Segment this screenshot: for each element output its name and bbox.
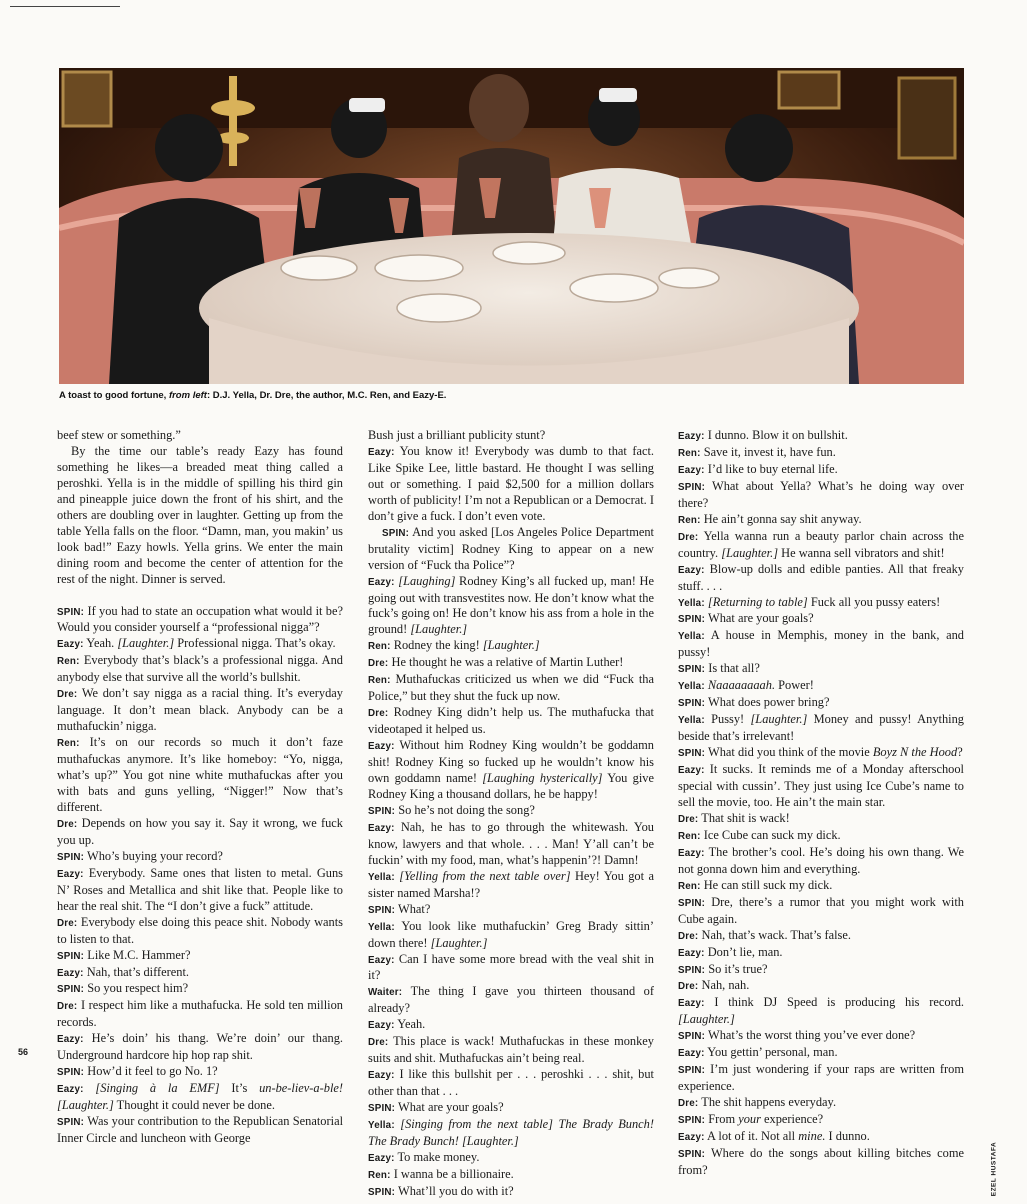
text-run: Power! xyxy=(775,678,814,693)
italic-text: [Laughter.] xyxy=(721,545,779,560)
text-run: What’s the worst thing you’ve ever done? xyxy=(708,1028,916,1043)
interview-line xyxy=(368,1067,654,1100)
interview-line xyxy=(57,686,343,735)
caption-rest: : D.J. Yella, Dr. Dre, the author, M.C. Ren, and Eazy-E. xyxy=(206,390,447,401)
text-run: Thought it could never be done. xyxy=(113,1098,275,1113)
speaker-label: SPIN: xyxy=(57,606,85,618)
group-photo xyxy=(59,68,964,384)
text-run: He wanna sell vibrators and shit! xyxy=(778,545,945,560)
italic-text: Boyz N the Hood xyxy=(872,745,958,760)
text-run: What about Yella? What’s he doing way over there? xyxy=(678,478,965,510)
interview-line xyxy=(678,628,964,661)
text-run: He’s doin’ his thang. We’re doin’ our thang. Underground hardcore hip hop rap shit. xyxy=(57,1031,343,1063)
speaker-label: Eazy: xyxy=(678,564,705,576)
speaker-label: SPIN: xyxy=(678,964,706,976)
speaker-label: SPIN: xyxy=(57,851,85,863)
interview-line xyxy=(57,965,343,982)
text-run: You look like muthafuckin’ Greg Brady sittin’ down there! xyxy=(368,918,654,950)
speaker-label: Eazy: xyxy=(57,639,84,651)
text-run: Everybody that’s black’s a professional nigga. And anybody else that survive all the world’s bullshit. xyxy=(57,653,344,685)
speaker-label: SPIN: xyxy=(678,698,706,710)
italic-text: [Singing from the next table] xyxy=(400,1117,554,1132)
text-run: Is that all? xyxy=(708,661,760,676)
interview-line xyxy=(368,1117,654,1150)
interview-line xyxy=(368,525,654,574)
text-run: You gettin’ personal, man. xyxy=(707,1045,838,1060)
interview-line xyxy=(57,636,343,653)
italic-text: Naaaaaaaah. xyxy=(707,678,776,693)
interview-line xyxy=(678,995,964,1028)
speaker-label: Dre: xyxy=(678,981,699,993)
interview-line xyxy=(368,1150,654,1167)
text-run: I respect him like a muthafucka. He sold ten million records. xyxy=(57,998,343,1030)
interview-line xyxy=(678,978,964,995)
interview-line xyxy=(678,845,964,878)
caption-emphasis: from left xyxy=(168,390,207,401)
interview-line xyxy=(678,811,964,828)
text-run: experience? xyxy=(760,1112,824,1127)
italic-text: [Laughter.] xyxy=(117,636,175,651)
speaker-label: Eazy: xyxy=(368,446,395,458)
italic-text: [Laughter.] xyxy=(482,638,540,653)
interview-line xyxy=(678,512,964,529)
speaker-label: Dre: xyxy=(368,658,389,670)
interview-line xyxy=(57,816,343,849)
interview-line xyxy=(368,984,654,1017)
text-run: How’d it feel to go No. 1? xyxy=(87,1064,218,1079)
interview-line xyxy=(678,1146,964,1179)
speaker-label: Yella: xyxy=(678,631,705,643)
interview-line xyxy=(368,803,654,820)
interview-line xyxy=(678,562,964,595)
interview-line xyxy=(678,1095,964,1112)
text-run: What did you think of the movie xyxy=(708,745,873,760)
italic-text: [Singing à la EMF] xyxy=(95,1081,220,1096)
interview-line xyxy=(368,919,654,952)
italic-text: [Laughter.] xyxy=(430,935,488,950)
text-run: It sucks. It reminds me of a Monday afterschool special with cussin’. They just using Ice Cube’s name to sell the movie, too. He ain’t the main star. xyxy=(678,762,964,809)
speaker-label: Eazy: xyxy=(368,1020,395,1032)
interview-line xyxy=(368,638,654,655)
italic-text: The Brady Bunch! The Brady Bunch! xyxy=(368,1117,654,1148)
text-run: Fuck all you pussy eaters! xyxy=(807,594,941,609)
interview-line xyxy=(57,604,343,637)
interview-line xyxy=(368,672,654,705)
text-run: It’s on our records so much it don’t faze muthafuckas anymore. It’s like homeboy: “Yo, nigga, what’s up?” You got nine white muthafuckas after you with bats and guns yelling, “Nigger!” Now that’s different. xyxy=(57,735,343,814)
text-run: Who’s buying your record? xyxy=(87,848,223,863)
text-run: Can I have some more bread with the veal shit in it? xyxy=(368,951,654,983)
interview-line xyxy=(368,705,654,738)
italic-text: [Laughing] xyxy=(398,573,456,588)
speaker-label: SPIN: xyxy=(678,748,706,760)
speaker-label: SPIN: xyxy=(678,1065,706,1077)
interview-line xyxy=(57,849,343,866)
article-column-3 xyxy=(678,428,964,1179)
interview-line xyxy=(678,661,964,678)
text-run: Pussy! xyxy=(711,712,751,727)
text-run: Bush just a brilliant publicity stunt? xyxy=(368,428,546,442)
speaker-label: SPIN: xyxy=(368,1103,396,1115)
italic-text: [Laughter.] xyxy=(57,1098,114,1113)
interview-line xyxy=(57,981,343,998)
interview-line xyxy=(57,1031,343,1064)
text-run: I wanna be a billionaire. xyxy=(393,1166,514,1181)
italic-text: [Laughter.] xyxy=(750,712,808,727)
speaker-label: Yella: xyxy=(678,715,705,727)
text-run: Ice Cube can suck my dick. xyxy=(703,827,841,842)
text-run: Rodney King didn’t help us. The muthafucka that videotaped it helped us. xyxy=(368,705,654,737)
interview-line xyxy=(368,1034,654,1067)
speaker-label: Eazy: xyxy=(368,741,395,753)
text-run: Yella wanna run a beauty parlor chain across the country. xyxy=(678,528,965,560)
interview-line xyxy=(678,479,964,512)
text-run: Yeah. xyxy=(397,1017,426,1032)
speaker-label: Ren: xyxy=(368,641,391,653)
text-run: What’ll you do with it? xyxy=(398,1183,514,1198)
speaker-label: SPIN: xyxy=(678,1115,706,1127)
text-run: beef stew or something.” xyxy=(57,428,181,442)
interview-line xyxy=(678,878,964,895)
text-run: What? xyxy=(398,901,431,916)
text-run: The shit happens everyday. xyxy=(701,1095,837,1110)
text-run: It’s xyxy=(219,1081,260,1096)
interview-line xyxy=(57,1114,343,1147)
speaker-label: SPIN: xyxy=(382,527,410,539)
text-run: I’m just wondering if your raps are written from experience. xyxy=(678,1062,964,1094)
speaker-label: Eazy: xyxy=(678,947,705,959)
text-run: Nah, that’s wack. That’s false. xyxy=(701,927,851,942)
speaker-label: Yella: xyxy=(678,681,705,693)
text-run: I’d like to buy eternal life. xyxy=(707,461,838,476)
speaker-label: Dre: xyxy=(57,1001,78,1013)
text-run: He thought he was a relative of Martin Luther! xyxy=(391,655,624,670)
text-run: I dunno. xyxy=(825,1129,870,1144)
text-run: Professional nigga. That’s okay. xyxy=(174,636,336,651)
interview-line xyxy=(678,529,964,562)
text-run: Money and pussy! Anything beside that’s irrelevant! xyxy=(678,712,964,744)
interview-line xyxy=(368,1167,654,1184)
speaker-label: Eazy: xyxy=(368,576,395,588)
text-run: Muthafuckas criticized us when we did “Fuck tha Police,” but they shut the fuck up now. xyxy=(368,672,654,704)
interview-line xyxy=(678,1028,964,1045)
speaker-label: Eazy: xyxy=(678,1132,705,1144)
speaker-label: Eazy: xyxy=(57,1034,84,1046)
speaker-label: Eazy: xyxy=(368,1152,395,1164)
speaker-label: Ren: xyxy=(57,656,80,668)
interview-line xyxy=(368,655,654,672)
text-run: Hey! You got a sister named Marsha!? xyxy=(368,868,654,900)
interview-line xyxy=(678,945,964,962)
italic-text: [Yelling from the next table over] xyxy=(399,868,571,883)
speaker-label: Dre: xyxy=(57,689,78,701)
text-run: Everybody else doing this peace shit. Nobody wants to listen to that. xyxy=(57,914,343,946)
text-run: Was your contribution to the Republican Senatorial Inner Circle and luncheon with George xyxy=(57,1114,344,1146)
text-run: Blow-up dolls and edible panties. All that freaky stuff. . . . xyxy=(678,561,964,593)
interview-line xyxy=(678,895,964,928)
speaker-label: SPIN: xyxy=(368,805,396,817)
speaker-label: Eazy: xyxy=(368,822,395,834)
text-run: A lot of it. Not all xyxy=(707,1129,799,1144)
interview-line xyxy=(678,445,964,462)
italic-text: your xyxy=(738,1112,761,1127)
speaker-label: Dre: xyxy=(57,818,78,830)
speaker-label: SPIN: xyxy=(57,1117,85,1129)
text-run: Everybody. Same ones that listen to metal. Guns N’ Roses and Metallica and shit like that. People like to hear the real shit. The “I don’t give a fuck” attitude. xyxy=(57,865,343,913)
text-run: ? xyxy=(957,745,963,760)
speaker-label: Yella: xyxy=(368,871,395,883)
italic-text: mine. xyxy=(798,1129,826,1144)
interview-line xyxy=(368,952,654,985)
text-run: If you had to state an occupation what would it be? Would you consider yourself a “professional nigga”? xyxy=(57,603,343,635)
text-run: He ain’t gonna say shit anyway. xyxy=(703,511,862,526)
text-run: So you respect him? xyxy=(87,981,189,996)
interview-line xyxy=(678,695,964,712)
interview-line xyxy=(678,1045,964,1062)
text-run: And you asked [Los Angeles Police Department brutality victim] Rodney King to appear on a new version of “Fuck tha Police”? xyxy=(368,524,654,572)
text-run: The brother’s cool. He’s doing his own thang. We not gonna down him and everything. xyxy=(678,844,964,876)
caption-lead: A toast to good fortune, xyxy=(59,390,169,401)
speaker-label: Eazy: xyxy=(57,868,84,880)
speaker-label: Yella: xyxy=(368,921,395,933)
interview-line xyxy=(368,738,654,803)
text-run: That shit is wack! xyxy=(701,810,790,825)
speaker-label: Ren: xyxy=(368,1169,391,1181)
text-run: To make money. xyxy=(397,1149,480,1164)
interview-line xyxy=(678,745,964,762)
speaker-label: Ren: xyxy=(368,675,391,687)
speaker-label: SPIN: xyxy=(57,984,85,996)
interview-line xyxy=(368,902,654,919)
italic-text: [Returning to table] xyxy=(707,594,808,609)
text-run: What are your goals? xyxy=(708,611,814,626)
page-number: 56 xyxy=(18,1047,29,1057)
speaker-label: Dre: xyxy=(678,1098,699,1110)
text-run: We don’t say nigga as a racial thing. It’s everyday language. It don’t mean black. Anybody can be a muthafuckin’ nigga. xyxy=(57,686,344,734)
interview-line xyxy=(368,820,654,869)
speaker-label: Eazy: xyxy=(678,464,705,476)
text-run: What does power bring? xyxy=(708,695,830,710)
speaker-label: SPIN: xyxy=(57,1067,85,1079)
text-run: Nah, nah. xyxy=(701,978,750,993)
text-run: This place is wack! Muthafuckas in these monkey suits and shit. Muthafuckas ain’t being real. xyxy=(368,1034,654,1066)
speaker-label: Dre: xyxy=(368,708,389,720)
speaker-label: Dre: xyxy=(678,930,699,942)
interview-line xyxy=(678,962,964,979)
speaker-label: SPIN: xyxy=(368,904,396,916)
speaker-label: Eazy: xyxy=(678,847,705,859)
interview-line xyxy=(57,1081,343,1114)
interview-line xyxy=(57,735,343,816)
interview-line xyxy=(678,428,964,445)
text-run: I dunno. Blow it on bullshit. xyxy=(707,428,848,442)
interview-line xyxy=(368,1017,654,1034)
text-run: Like M.C. Hammer? xyxy=(87,947,191,962)
text-run: Save it, invest it, have fun. xyxy=(703,444,836,459)
interview-line xyxy=(678,712,964,745)
speaker-label: Ren: xyxy=(678,514,701,526)
text-run: A house in Memphis, money in the bank, and pussy! xyxy=(678,628,964,660)
speaker-label: SPIN: xyxy=(678,614,706,626)
text-run: Don’t lie, man. xyxy=(707,944,783,959)
speaker-label: SPIN: xyxy=(678,897,706,909)
speaker-label: SPIN: xyxy=(57,950,85,962)
interview-line xyxy=(57,998,343,1031)
italic-text: [Laughter.] xyxy=(410,622,468,637)
interview-line xyxy=(368,574,654,639)
interview-line xyxy=(678,678,964,695)
photo-caption xyxy=(59,390,964,401)
text-run: He can still suck my dick. xyxy=(703,877,833,892)
interview-line xyxy=(57,653,343,686)
italic-text: [Laughing hysterically] xyxy=(482,771,603,786)
speaker-label: Eazy: xyxy=(368,954,395,966)
speaker-label: Eazy: xyxy=(678,431,705,442)
text-run: The thing I gave you thirteen thousand of already? xyxy=(368,984,654,1016)
text-run: Nah, that’s different. xyxy=(86,964,190,979)
body-paragraph xyxy=(57,444,343,588)
text-run: I think DJ Speed is producing his record. xyxy=(714,995,964,1010)
speaker-label: Ren: xyxy=(678,447,701,459)
text-run: Rodney King’s all fucked up, man! He going out with transvestites now. He don’t know what the fuck’s going on! He don’t know his ass from a hole in the ground! xyxy=(368,573,654,637)
interview-line xyxy=(678,928,964,945)
text-run: Nah, he has to go through the whitewash. You know, lawyers and that whole. . . . Man! Y’all can’t be fuckin’ with my food, man, what’s happenin’?! Damn! xyxy=(368,819,654,867)
speaker-label: SPIN: xyxy=(678,1148,706,1160)
text-run: What are your goals? xyxy=(398,1100,504,1115)
body-paragraph xyxy=(57,428,343,444)
interview-line xyxy=(678,1062,964,1095)
interview-line xyxy=(57,866,343,915)
article-column-2 xyxy=(368,428,654,1201)
speaker-label: Dre: xyxy=(678,531,699,543)
italic-text: [Laughter.] xyxy=(678,1012,735,1027)
speaker-label: Yella: xyxy=(368,1120,395,1132)
interview-line xyxy=(57,1064,343,1081)
text-run: Yeah. xyxy=(86,636,118,651)
text-run: Rodney the king! xyxy=(393,638,483,653)
speaker-label: SPIN: xyxy=(368,1186,396,1198)
speaker-label: SPIN: xyxy=(678,664,706,676)
interview-line xyxy=(678,595,964,612)
speaker-label: Dre: xyxy=(57,917,78,929)
text-run: You give Rodney King a thousand dollars, he be happy! xyxy=(368,771,654,801)
text-run: By the time our table’s ready Eazy has found something he likes—a breaded meat thing called a peroshki. Yella is in the middle of spilling his third gin and pineapple juice down the front of his shirt, and the others are doubling over in laughter. Getting up from the table Yella falls on the floor. “Damn, man, you makin’ us look bad!” Eazy howls. Yella grins. We enter the main dining room and become the center of attention for the rest of the night. Dinner is served. xyxy=(57,443,343,586)
italic-text: un-be-liev-a-ble! xyxy=(259,1081,344,1096)
photo-credit xyxy=(976,1137,1012,1201)
interview-line xyxy=(368,869,654,902)
speaker-label: Ren: xyxy=(678,830,701,842)
speaker-label: Dre: xyxy=(368,1037,389,1049)
speaker-label: Eazy: xyxy=(368,1070,395,1082)
interview-line xyxy=(678,828,964,845)
interview-line xyxy=(678,1112,964,1129)
article-column-1 xyxy=(57,428,343,1147)
italic-text: [Laughter.] xyxy=(461,1133,519,1148)
interview-line xyxy=(678,611,964,628)
speaker-label: Eazy: xyxy=(678,998,705,1010)
speaker-label: Yella: xyxy=(678,597,705,609)
text-run: So it’s true? xyxy=(708,961,768,976)
speaker-label: Ren: xyxy=(57,738,80,750)
text-run: Depends on how you say it. Say it wrong, we fuck you up. xyxy=(57,815,343,847)
speaker-label: SPIN: xyxy=(678,481,706,493)
top-rule xyxy=(10,6,120,7)
speaker-label: Eazy: xyxy=(678,1048,705,1060)
speaker-label: Waiter: xyxy=(368,987,403,999)
speaker-label: Eazy: xyxy=(678,765,705,777)
speaker-label: SPIN: xyxy=(678,1031,706,1043)
speaker-label: Eazy: xyxy=(57,1084,84,1096)
interview-line xyxy=(678,1129,964,1146)
photo-credit-text: EZEL HUSTAFA xyxy=(990,1141,998,1197)
text-run: So he’s not doing the song? xyxy=(398,802,535,817)
text-run: I like this bullshit per . . . peroshki . . . shit, but other than that . . . xyxy=(368,1067,654,1099)
interview-line xyxy=(368,1184,654,1201)
interview-line xyxy=(57,948,343,965)
interview-line xyxy=(678,462,964,479)
text-run: Without him Rodney King wouldn’t be goddamn shit! Rodney King so fucked up he wouldn’t know his own goddamn name! xyxy=(368,738,654,786)
interview-line xyxy=(678,762,964,811)
speaker-label: Ren: xyxy=(678,880,701,892)
text-run: Dre, there’s a rumor that you might work with Cube again. xyxy=(678,894,964,926)
text-run: Where do the songs about killing bitches come from? xyxy=(678,1145,964,1177)
text-run: From xyxy=(708,1112,739,1127)
body-paragraph xyxy=(368,428,654,444)
interview-line xyxy=(368,1100,654,1117)
speaker-label: Eazy: xyxy=(57,967,84,979)
text-run: You know it! Everybody was dumb to that fact. Like Spike Lee, little bastard. He thought I was selling out or something. I paid $2,500 for a million dollars worth of publicity! I’m not a Republican or a Democrat. I don’t give a fuck. I don’t even vote. xyxy=(368,443,655,523)
interview-line xyxy=(368,444,654,525)
interview-line xyxy=(57,915,343,948)
speaker-label: Dre: xyxy=(678,813,699,825)
